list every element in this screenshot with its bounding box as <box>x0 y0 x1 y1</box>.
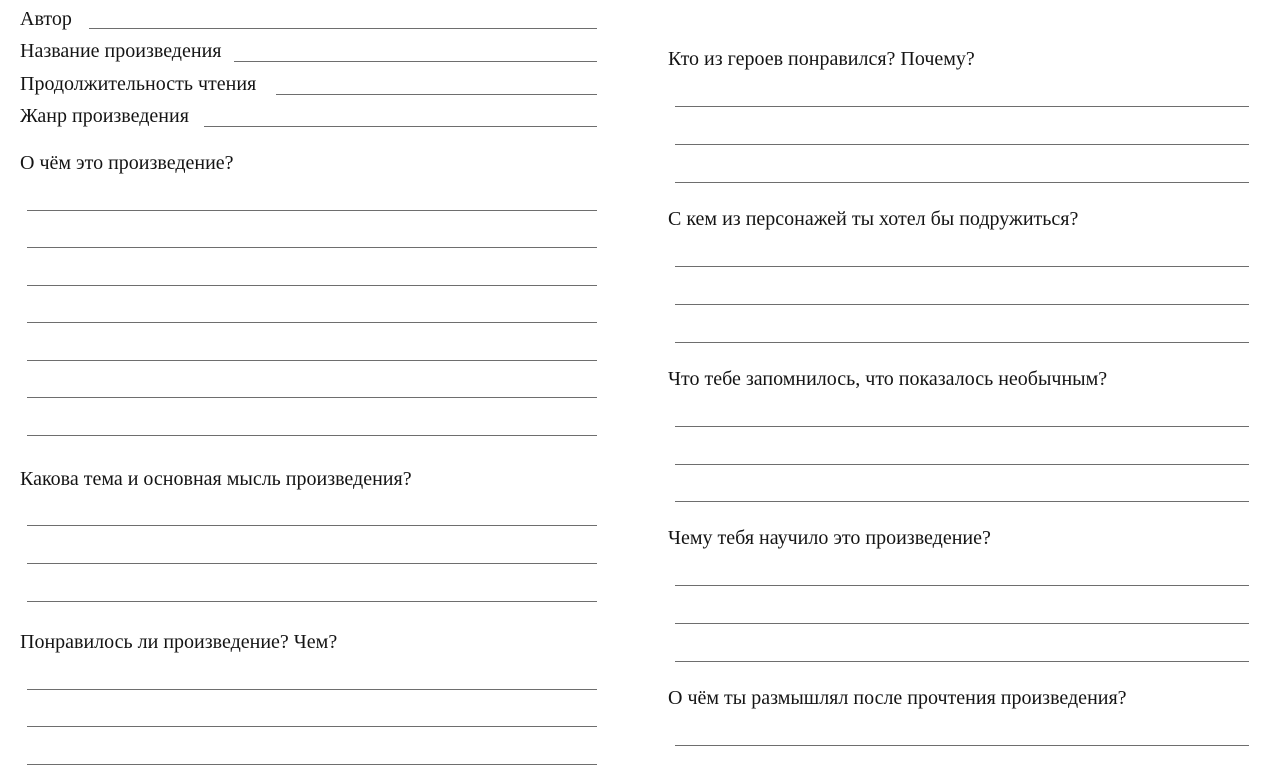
answer-line[interactable] <box>675 464 1249 465</box>
answer-line[interactable] <box>27 601 597 602</box>
answer-line[interactable] <box>675 304 1249 305</box>
duration-input-line[interactable] <box>276 94 597 95</box>
question-label: Чему тебя научило это произведение? <box>668 527 991 549</box>
answer-line[interactable] <box>675 106 1249 107</box>
field-label-duration: Продолжительность чтения <box>20 73 257 95</box>
answer-line[interactable] <box>27 525 597 526</box>
author-input-line[interactable] <box>89 28 597 29</box>
question-label: Кто из героев понравился? Почему? <box>668 48 975 70</box>
question-label: О чём это произведение? <box>20 152 234 174</box>
question-label: Какова тема и основная мысль произведения? <box>20 468 412 490</box>
answer-line[interactable] <box>27 764 597 765</box>
answer-line[interactable] <box>675 144 1249 145</box>
field-label-title: Название произведения <box>20 40 222 62</box>
question-label: С кем из персонажей ты хотел бы подружиться? <box>668 208 1079 230</box>
genre-input-line[interactable] <box>204 126 597 127</box>
question-label: Понравилось ли произведение? Чем? <box>20 631 338 653</box>
title-input-line[interactable] <box>234 61 597 62</box>
answer-line[interactable] <box>27 360 597 361</box>
question-label: О чём ты размышлял после прочтения произведения? <box>668 687 1127 709</box>
answer-line[interactable] <box>27 397 597 398</box>
answer-line[interactable] <box>675 266 1249 267</box>
question-label: Что тебе запомнилось, что показалось необычным? <box>668 368 1108 390</box>
field-label-author: Автор <box>20 8 72 30</box>
answer-line[interactable] <box>27 285 597 286</box>
answer-line[interactable] <box>27 322 597 323</box>
answer-line[interactable] <box>27 247 597 248</box>
answer-line[interactable] <box>27 726 597 727</box>
answer-line[interactable] <box>675 182 1249 183</box>
answer-line[interactable] <box>675 745 1249 746</box>
answer-line[interactable] <box>675 661 1249 662</box>
answer-line[interactable] <box>675 585 1249 586</box>
answer-line[interactable] <box>27 210 597 211</box>
answer-line[interactable] <box>675 623 1249 624</box>
answer-line[interactable] <box>675 342 1249 343</box>
answer-line[interactable] <box>675 426 1249 427</box>
answer-line[interactable] <box>27 563 597 564</box>
answer-line[interactable] <box>27 689 597 690</box>
field-label-genre: Жанр произведения <box>20 105 189 127</box>
answer-line[interactable] <box>675 501 1249 502</box>
answer-line[interactable] <box>27 435 597 436</box>
